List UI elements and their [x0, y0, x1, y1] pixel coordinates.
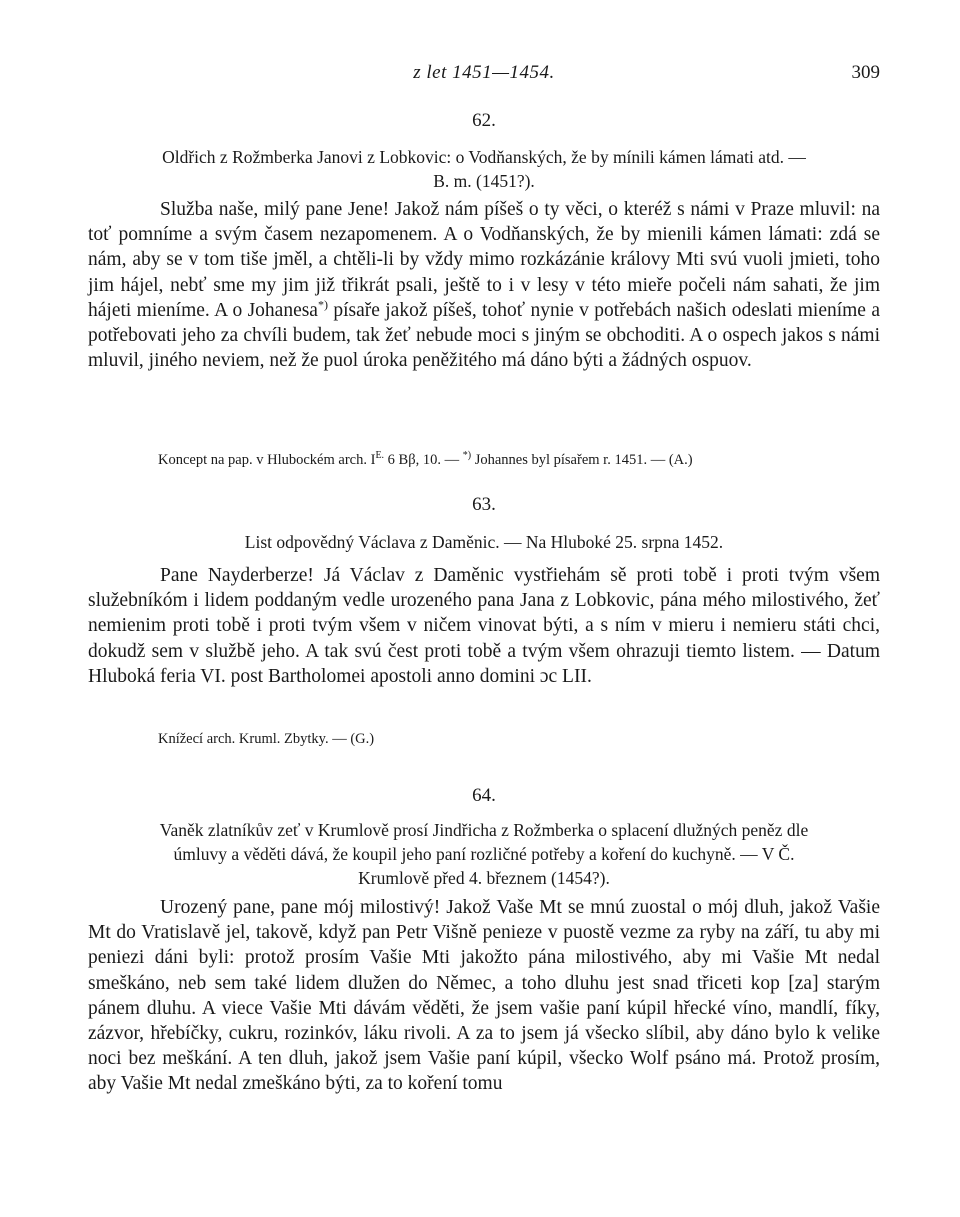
body-paragraph: Pane Nayderberze! Já Václav z Daměnic vystřiehám sě proti tobě i proti tvým všem služebníkóm i lidem poddaným vedle urozeného pana Jana z Lobkovic, pána mého milostivého, žeť nemienim proti tobě i proti tvým všem v ničem vinovat býti, a s ním v mieru i nemieru státi chci, dokudž sem v službě jeho. A tak svú čest proti tobě a tvým všem ohrazuji tiemto listem. — Datum Hluboká feria VI. post Bartholomei apostoli anno domini ɔc LII. [88, 565, 880, 687]
document-heading-62 [88, 145, 880, 193]
document-number-64: 64. [472, 785, 496, 806]
heading-line: Oldřich z Rožmberka Janovi z Lobkovic: o Vodňanských, že by mínili kámen lámati atd. — [162, 147, 806, 167]
heading-line: Vaněk zlatníkův zeť v Krumlově prosí Jindřicha z Rožmberka o splacení dlužných peněz dle [159, 820, 809, 840]
document-heading-64 [88, 818, 880, 890]
document-heading-63: List odpovědný Václava z Daměnic. — Na Hluboké 25. srpna 1452. [244, 532, 724, 552]
heading-line: Krumlově před 4. březnem (1454?). [358, 868, 610, 888]
source-note-63: Knížecí arch. Kruml. Zbytky. — (G.) [158, 731, 375, 747]
running-title: z let 1451—1454. [413, 62, 555, 83]
note-text: 6 Bβ, 10. — [384, 451, 463, 468]
source-note-62 [158, 446, 880, 470]
heading-line: úmluvy a věděti dává, že koupil jeho paní rozličné potřeby a koření do kuchyně. — V Č. [173, 844, 795, 864]
body-text: písaře jakož píšeš, tohoť nynie v potřebách našich odeslati mieníme a potřebovati jeho za chvíli budem, tak žeť nebude moci s jiným se obchoditi. A o ospech jakos s námi mluvil, jiného neviem, než že puol úroka peněžitého má dáno býti a žádných ospuov. [88, 299, 880, 372]
note-text: Johannes byl písařem r. 1451. — (A.) [471, 451, 693, 468]
heading-line: B. m. (1451?). [433, 171, 535, 191]
note-roman-mark: E. [375, 450, 385, 461]
footnote-marker: *) [462, 450, 472, 461]
body-paragraph: Urozený pane, pane mój milostivý! Jakož Vaše Mt se mnú zuostal o mój dluh, jakož Vašie Mt do Vratislavě jel, takově, když pan Petr Višně penieze v puostě vezme za ryby na září, tu aby mi peniezi dáni byli: protož prosím Vašie Mti jakožto pána milostivého, aby mi Vašie Mt nedal smeškáno, neb sem také lidem dlužen do Němec, a toho dluhu jest snad třiceti kop [za] starým pánem dluhu. A viece Vašie Mti dávám věděti, že jsem vašie paní kúpil hřecké víno, mandlí, fíky, zázvor, hřebíčky, cukru, rozinkóv, láku rivoli. A za to jsem já všecko slíbil, aby dáno bylo k velike noci bez meškání. A ten dluh, jakož jsem Vašie paní kúpil, všecko Wolf psáno má. Protož prosím, aby Vašie Mt nedal zmeškáno býti, za to koření tomu [88, 897, 880, 1095]
document-body-63 [88, 563, 880, 689]
document-body-62 [88, 197, 880, 373]
body-paragraph [88, 197, 880, 373]
running-head [88, 62, 880, 88]
footnote-marker: *) [317, 297, 328, 312]
page-number: 309 [851, 62, 880, 83]
note-text: Koncept na pap. v Hlubockém arch. I [158, 451, 376, 468]
document-number-62: 62. [472, 110, 496, 131]
document-number-63: 63. [472, 494, 496, 515]
document-body-64 [88, 895, 880, 1097]
body-text: Služba naše, milý pane Jene! Jakož nám píšeš o ty věci, o kteréž s námi v Praze mluvil: na toť pomníme a svým časem nezapomenem. A o Vodňanských, že by mienili kámen lámati: zdá se nám, aby se v tom tiše jměl, a chtěli-li by vždy mimo rozkázánie královy Mti svú vuoli jmieti, toho jim hájel, nebť sme my jim již třikrát psali, ještě to i v lesy v této mieře počeli nám sahati, že jim hájeti mieníme. A o Johanesa [88, 199, 880, 321]
